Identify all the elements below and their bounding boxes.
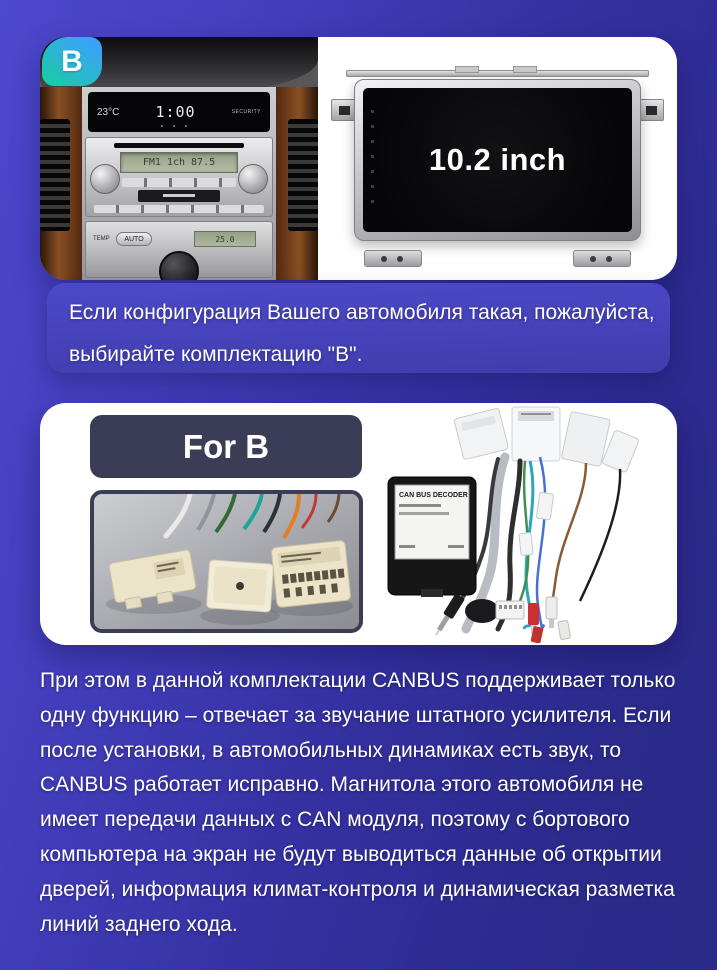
for-b-header: For B bbox=[90, 415, 362, 478]
radio-buttons-row1 bbox=[122, 178, 236, 187]
radio-buttons-row2 bbox=[94, 205, 264, 213]
antenna-plug bbox=[431, 593, 465, 638]
canbus-box-label: CAN BUS DECODER bbox=[399, 492, 468, 499]
molex-connector bbox=[496, 601, 524, 619]
center-console bbox=[82, 87, 276, 280]
temp-button-label: TEMP bbox=[93, 236, 110, 242]
air-vent-right bbox=[288, 119, 318, 231]
canbus-description bbox=[40, 664, 690, 942]
paragraph-line: дверей, информация климат-контроля и динамическая разметка bbox=[40, 877, 675, 901]
paragraph-line: линий заднего хода. bbox=[40, 912, 238, 936]
climate-knob bbox=[159, 251, 199, 280]
radio-knob-right bbox=[238, 164, 268, 194]
screen-size-label: 10.2 inch bbox=[428, 142, 567, 177]
head-unit-frame bbox=[354, 79, 641, 241]
canbus-decoder-box bbox=[388, 477, 476, 597]
head-unit-screen bbox=[363, 88, 632, 232]
head-unit-photo bbox=[318, 37, 677, 280]
factory-radio-unit bbox=[85, 137, 273, 217]
tape-slot bbox=[138, 190, 220, 202]
mounting-foot-left bbox=[364, 250, 422, 267]
paragraph-line: При этом в данной комплектации CANBUS поддерживает только bbox=[40, 669, 676, 692]
wiring-harness-photo bbox=[370, 405, 670, 643]
dash-display bbox=[88, 92, 270, 132]
connectors-photo bbox=[90, 490, 363, 633]
wood-trim-left bbox=[40, 87, 82, 280]
note-line: выбирайте комплектацию "B". bbox=[69, 343, 363, 366]
radio-knob-left bbox=[90, 164, 120, 194]
top-product-card bbox=[40, 37, 677, 280]
note-line: Если конфигурация Вашего автомобиля такая, пожалуйста, bbox=[69, 301, 655, 324]
cd-slot bbox=[114, 143, 244, 148]
rubber-boot bbox=[465, 599, 499, 623]
mounting-foot-right bbox=[573, 250, 631, 267]
mounting-bracket-top bbox=[346, 70, 649, 77]
temp-reading: 23°C bbox=[97, 106, 120, 118]
radio-lcd: FM1 1ch 87.5 bbox=[120, 152, 238, 173]
paragraph-line: после установки, в автомобильных динамиках есть звук, то bbox=[40, 738, 622, 762]
paragraph-line: компьютера на экран не будут выводиться данные об открытии bbox=[40, 842, 662, 866]
climate-lcd: 25.0 bbox=[194, 231, 256, 247]
paragraph-line: CANBUS работает исправно. Магнитола этого автомобиля не bbox=[40, 773, 644, 797]
rca-plug-white-2 bbox=[558, 620, 571, 639]
paragraph-line: имеет передачи данных с CAN модуля, поэтому с бортового bbox=[40, 808, 630, 832]
connectors-illustration bbox=[94, 494, 359, 629]
climate-panel bbox=[85, 221, 273, 278]
wood-trim-right bbox=[276, 87, 318, 280]
harness-illustration bbox=[370, 405, 670, 643]
variant-b-badge: B bbox=[42, 37, 102, 86]
security-label: SECURITY bbox=[231, 109, 261, 115]
note-panel bbox=[47, 283, 670, 373]
paragraph-line: одну функцию – отвечает за звучание штатного усилителя. Если bbox=[40, 703, 672, 727]
rca-plug-white bbox=[546, 597, 557, 628]
air-vent-left bbox=[40, 119, 70, 231]
for-b-card bbox=[40, 403, 677, 645]
clock-reading: 1:00 bbox=[155, 103, 196, 121]
auto-button-label: AUTO bbox=[116, 232, 152, 246]
mounting-tab-right bbox=[638, 99, 664, 121]
